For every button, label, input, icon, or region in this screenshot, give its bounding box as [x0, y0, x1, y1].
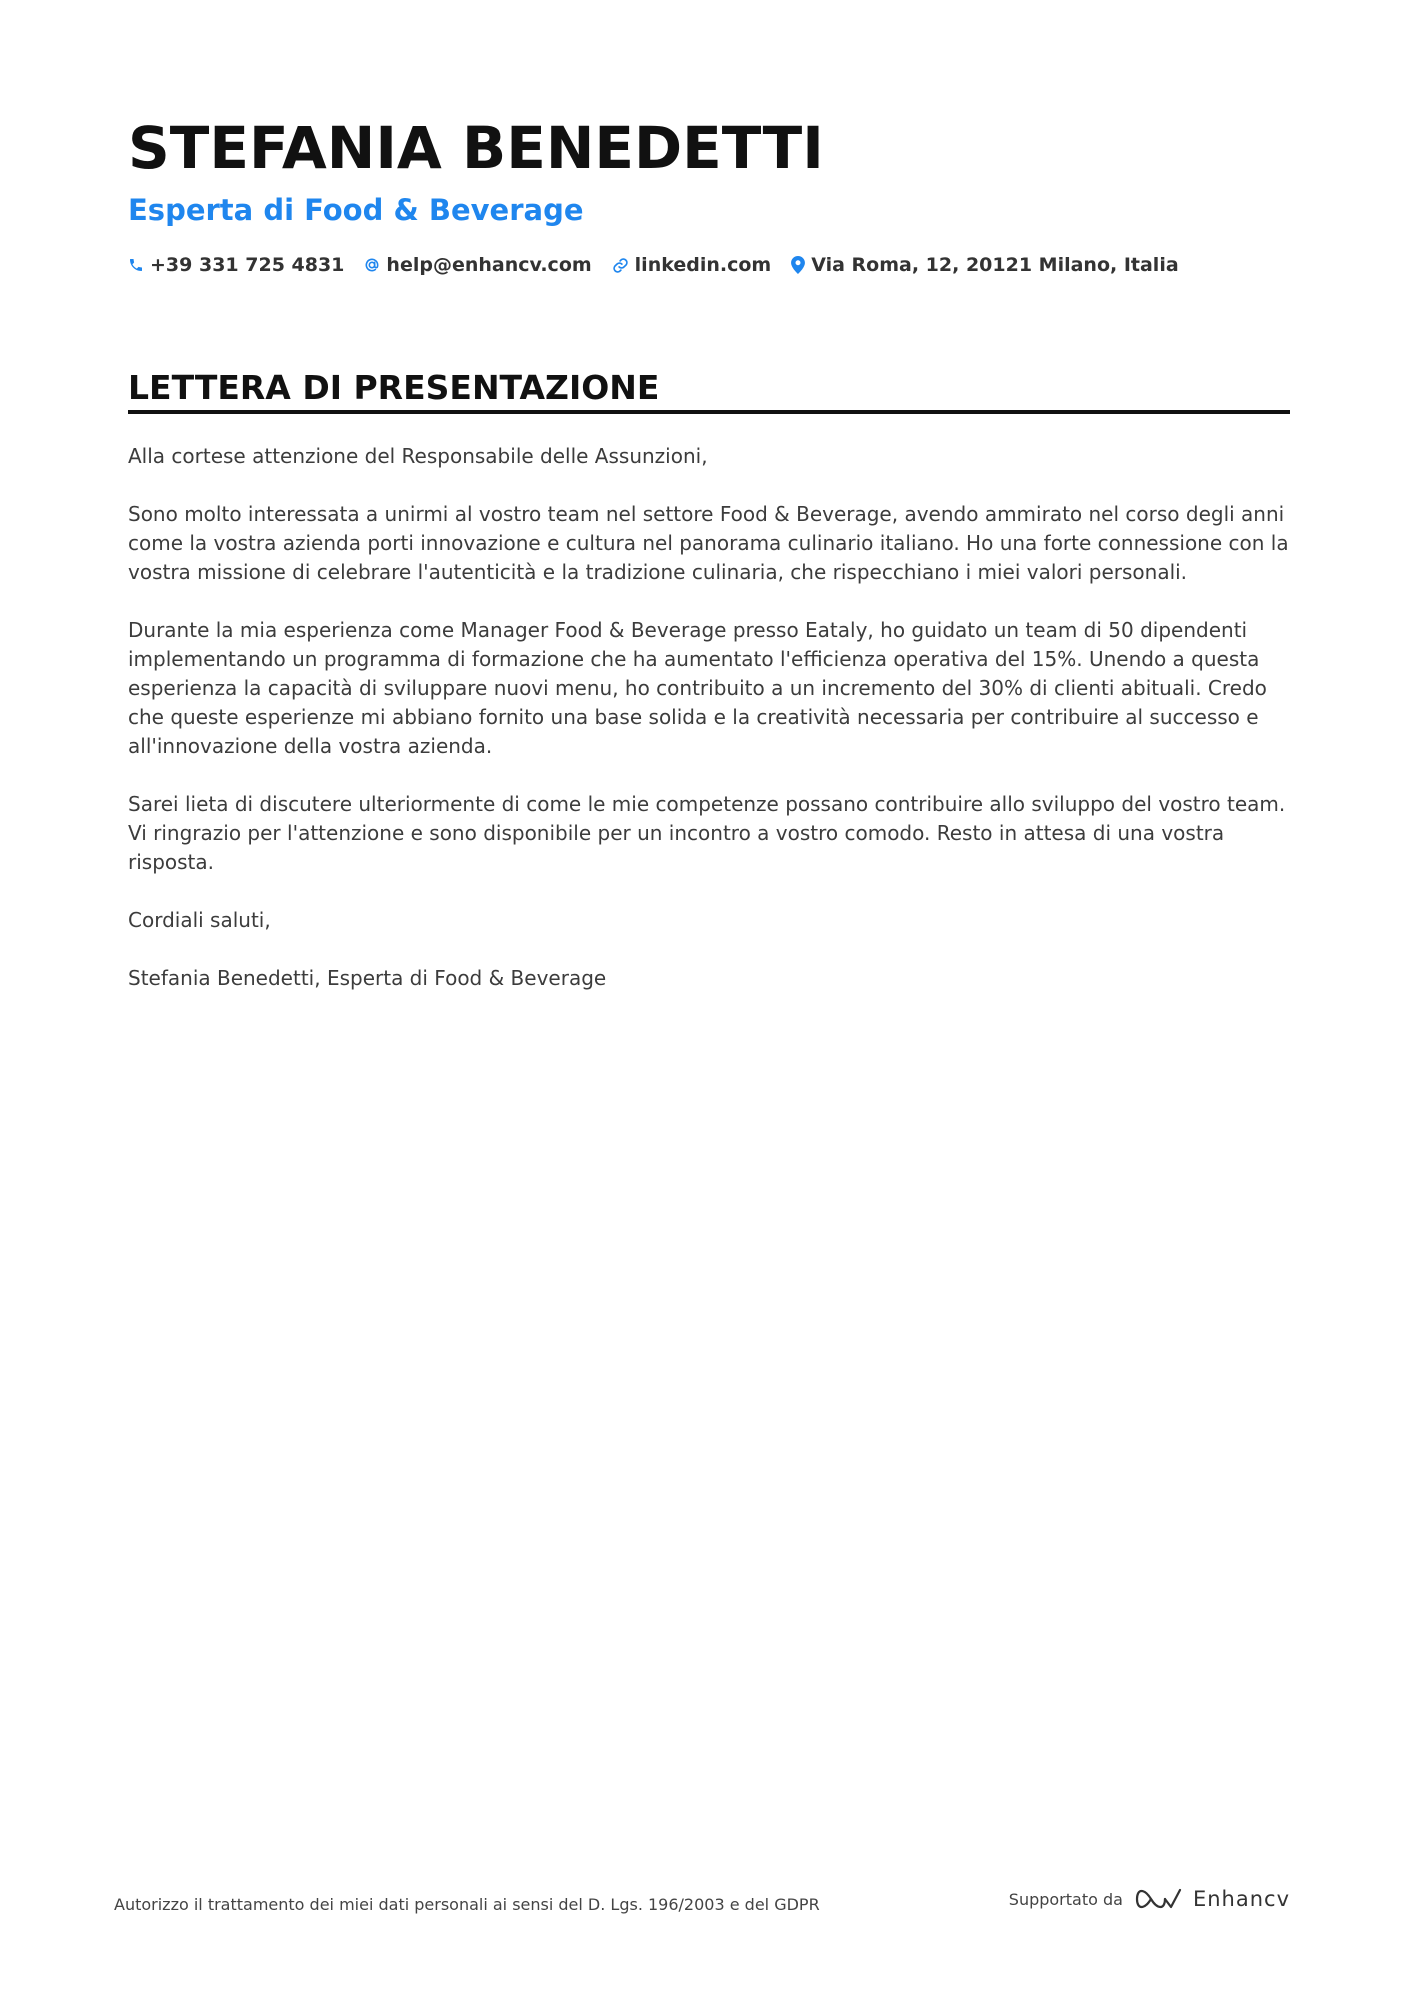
- letter-signature: Stefania Benedetti, Esperta di Food & Beverage: [128, 966, 607, 990]
- contact-email-text: help@enhancv.com: [386, 254, 592, 276]
- contact-linkedin-text: linkedin.com: [634, 254, 772, 276]
- section-divider: [128, 410, 1290, 414]
- link-icon: [612, 257, 629, 274]
- contact-phone-text: +39 331 725 4831: [150, 254, 345, 276]
- letter-paragraph-1: Sono molto interessata a unirmi al vostro team nel settore Food & Beverage, avendo ammirato nel corso degli anni come la vostra azienda porti innovazione e cultura nel panorama culinario italiano. Ho una forte connessione con la vostra missione di celebrare l'autenticità e la tradizione culinaria, che rispecchiano i miei valori personali.: [128, 502, 1289, 584]
- contact-email[interactable]: [364, 254, 591, 276]
- enhancv-logo-icon: [1135, 1886, 1183, 1912]
- letter-closing: Cordiali saluti,: [128, 908, 271, 932]
- privacy-consent: Autorizzo il trattamento dei miei dati personali ai sensi del D. Lgs. 196/2003 e del GDPR: [114, 1895, 820, 1914]
- contact-address: [791, 254, 1178, 276]
- powered-by[interactable]: [1009, 1886, 1290, 1912]
- contact-linkedin[interactable]: [612, 254, 772, 276]
- contact-address-text: Via Roma, 12, 20121 Milano, Italia: [811, 254, 1179, 276]
- location-icon: [791, 256, 805, 274]
- candidate-name: STEFANIA BENEDETTI: [128, 114, 824, 182]
- letter-paragraph-2: Durante la mia esperienza come Manager Food & Beverage presso Eataly, ho guidato un team di 50 dipendenti implementando un programma di formazione che ha aumentato l'efficienza operativa del 15%. Unendo a questa esperienza la capacità di sviluppare nuovi menu, ho contribuito a un incremento del 30% di clienti abituali. Credo che queste esperienze mi abbiano fornito una base solida e la creatività necessaria per contribuire al successo e all'innovazione della vostra azienda.: [128, 618, 1267, 758]
- at-icon: [364, 257, 380, 273]
- letter-salutation: Alla cortese attenzione del Responsabile delle Assunzioni,: [128, 444, 708, 468]
- brand-name: Enhancv: [1192, 1887, 1290, 1911]
- phone-icon: [128, 257, 144, 273]
- section-title: LETTERA DI PRESENTAZIONE: [128, 368, 660, 407]
- candidate-title: Esperta di Food & Beverage: [128, 193, 584, 227]
- powered-by-label: Supportato da: [1008, 1889, 1123, 1909]
- letter-body: [128, 442, 1290, 1022]
- contact-phone: [128, 254, 344, 276]
- letter-paragraph-3: Sarei lieta di discutere ulteriormente di come le mie competenze possano contribuire allo sviluppo del vostro team. Vi ringrazio per l'attenzione e sono disponibile per un incontro a vostro comodo. Resto in attesa di una vostra risposta.: [128, 792, 1286, 874]
- contact-bar: [128, 254, 1199, 276]
